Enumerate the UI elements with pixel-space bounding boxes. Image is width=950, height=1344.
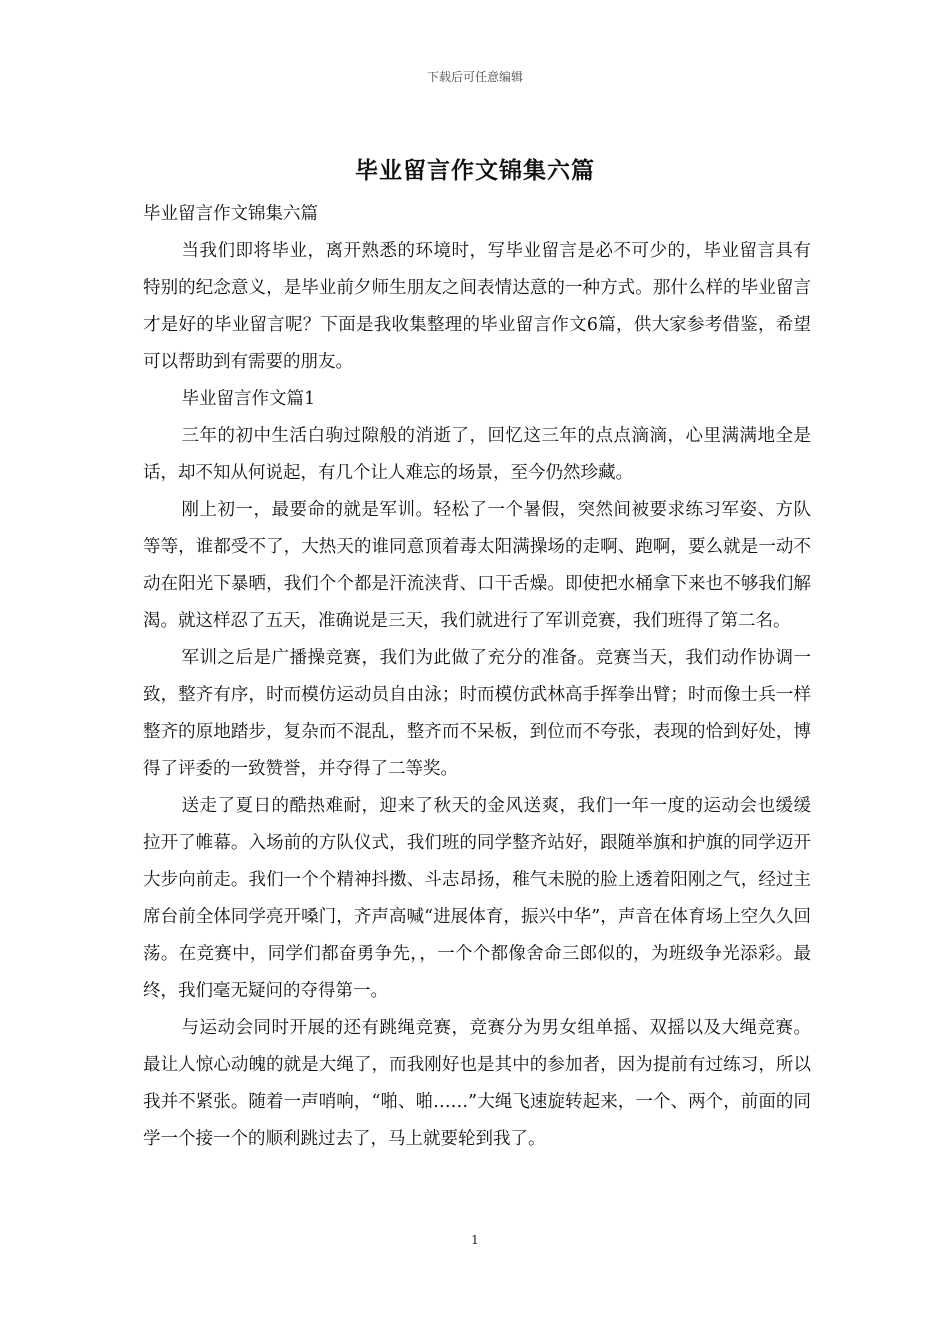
body-paragraph: 与运动会同时开展的还有跳绳竞赛，竞赛分为男女组单摇、双摇以及大绳竞赛。最让人惊心动魄的就是大绳了，而我刚好也是其中的参加者，因为提前有过练习，所以我并不紧张。随着一声哨响，“啪、啪……”大绳飞速旋转起来，一个、两个，前面的同学一个接一个的顺利跳过去了，马上就要轮到我了。 [143,1018,811,1149]
body-paragraph: 军训之后是广播操竞赛，我们为此做了充分的准备。竞赛当天，我们动作协调一致，整齐有序，时而模仿运动员自由泳；时而模仿武林高手挥拳出臂；时而像士兵一样整齐的原地踏步，复杂而不混乱，整齐而不呆板，到位而不夸张，表现的恰到好处，博得了评委的一致赞誉，并夺得了二等奖。 [143,648,811,779]
body-paragraph: 刚上初一，最要命的就是军训。轻松了一个暑假，突然间被要求练习军姿、方队等等，谁都受不了，大热天的谁同意顶着毒太阳满操场的走啊、跑啊，要么就是一动不动在阳光下暴晒，我们个个都是汗流浃背、口干舌燥。即使把水桶拿下来也不够我们解渴。就这样忍了五天，准确说是三天，我们就进行了军训竞赛，我们班得了第二名。 [143,500,811,631]
document-title: 毕业留言作文锦集六篇 [355,157,595,184]
header-note: 下载后可任意编辑 [426,70,523,84]
document-body [143,196,811,1158]
intro-paragraph: 当我们即将毕业，离开熟悉的环境时，写毕业留言是必不可少的，毕业留言具有特别的纪念意义，是毕业前夕师生朋友之间表情达意的一种方式。那什么样的毕业留言才是好的毕业留言呢？下面是我收集整理的毕业留言作文6篇，供大家参考借鉴，希望可以帮助到有需要的朋友。 [143,241,811,372]
body-paragraph: 三年的初中生活白驹过隙般的消逝了，回忆这三年的点点滴滴，心里满满地全是话，却不知从何说起，有几个让人难忘的场景，至今仍然珍藏。 [143,426,811,483]
page-number: 1 [471,1233,479,1247]
section-heading: 毕业留言作文篇1 [181,389,316,409]
document-subtitle: 毕业留言作文锦集六篇 [143,204,318,224]
body-paragraph: 送走了夏日的酷热难耐，迎来了秋天的金风送爽，我们一年一度的运动会也缓缓拉开了帷幕。入场前的方队仪式，我们班的同学整齐站好，跟随举旗和护旗的同学迈开大步向前走。我们一个个精神抖擞、斗志昂扬，稚气未脱的脸上透着阳刚之气，经过主席台前全体同学亮开嗓门，齐声高喊“进展体育，振兴中华”，声音在体育场上空久久回荡。在竞赛中，同学们都奋勇争先，，一个个都像舍命三郎似的，为班级争光添彩。最终，我们毫无疑问的夺得第一。 [143,796,811,1001]
